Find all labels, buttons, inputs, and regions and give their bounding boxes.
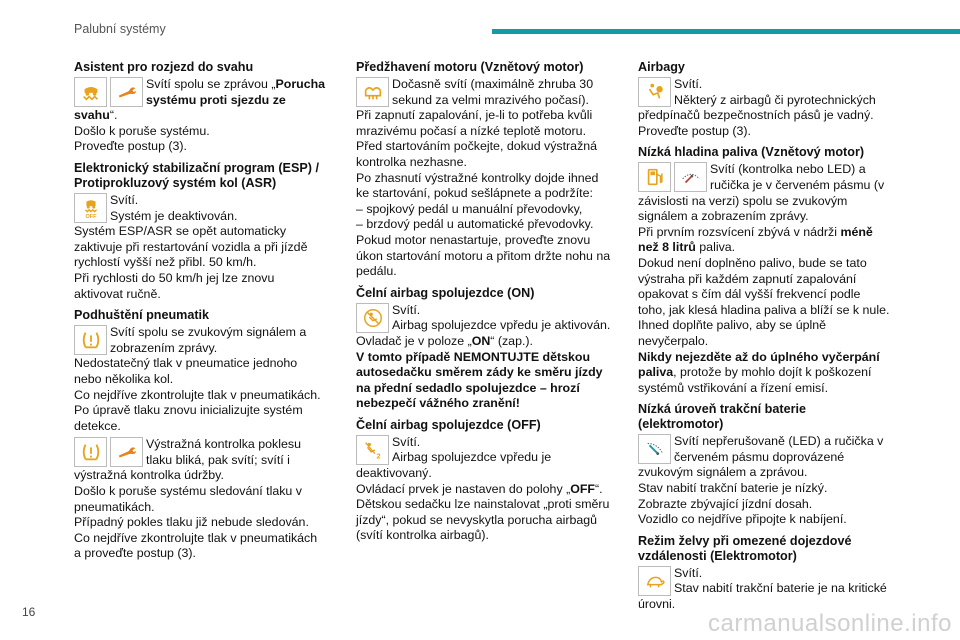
- column-1: Asistent pro rozjezd do svahu Svítí spolu se zprávou „Porucha systému proti sjezdu ze svahu“. Došlo k poruše systému. Proveďte postup (3). Elektronický stabilizační program (ESP) / Protiprokluzový systém kol (ASR) OFF Svítí. Systém je deaktivován. Systém ESP/ASR se opět automaticky zaktivuje při restartování vozidla a při jízdě rychlostí vyšší než přibl. 50 km/h. Při rychlosti do 50 km/h jej lze znovu aktivovat ručně. Podhuštění pneumatik Svítí spolu se zvukovým signálem a zobrazením zprávy. Nedostatečný tlak v pneumatice jednoho nebo několika kol. Co nejdříve zkontrolujte tlak v pneumatikách. Po úpravě tlaku znovu inicializujte systém detekce. Výstražná kontrolka poklesu tlaku bliká, pak svítí; svítí i výstražná kontrolka údržby. Došlo k poruše systému sledování tlaku v pneumatikách. Případný pokles tlaku již nebude sledován. Co nejdříve zkontrolujte tlak v pneumatikách a proveďte postup (3).: [74, 60, 326, 561]
- heading-hill-start-assist: Asistent pro rozjezd do svahu: [74, 60, 254, 74]
- passenger-airbag-off-icon: [356, 435, 389, 465]
- heading-airbag-off: Čelní airbag spolujezdce (OFF): [356, 417, 541, 432]
- hill-descent-warning-icon: [74, 77, 107, 107]
- column-3: Airbagy Svítí. Některý z airbagů či pyrotechnických předpínačů bezpečnostních pásů je vadný. Proveďte postup (3). Nízká hladina paliva (Vznětový motor) Svítí (kontrolka nebo LED) a ručička je v červeném pásmu (v závislosti na verzi) spolu se zvukovým signálem a zobrazením zprávy. Při prvním rozsvícení zbývá v nádrži méně než 8 litrů paliva. Dokud není doplněno palivo, bude se tato výstraha při každém zapnutí zapalování opakovat s čím dál vyšší frekvencí podle toho, jak klesá hladina paliva a blíží se k nule. Ihned doplňte palivo, aby se úplně nevyčerpalo. Nikdy nejezděte až do úplného vyčerpání paliva, protože by mohlo dojít k poškození systémů vstřikování a řízení emisí. Nízká úroveň trakční baterie (elektromotor) Svítí nepřerušovaně (LED) a ručička v červeném pásmu doprovázené zvukovým signálem a zprávou. Stav nabití trakční baterie je nízký. Zobrazte zbývající jízdní dosah. Vozidlo co nejdříve připojte k nabíjení. Režim želvy při omezené dojezdové vzdálenosti (Elektromotor) Svítí. Stav nabití trakční baterie je na kritické úrovni.: [638, 60, 890, 612]
- heading-tyre-underinflation: Podhuštění pneumatik: [74, 308, 210, 323]
- fuel-gauge-icon: [674, 162, 707, 192]
- svg-text:OFF: OFF: [85, 214, 96, 219]
- wrench-service-icon: [110, 437, 143, 467]
- column-2: Předžhavení motoru (Vznětový motor) Dočasně svítí (maximálně zhruba 30 sekund za velmi mrazivého počasí). Při zapnutí zapalování, je-li to potřeba kvůli mrazivému počasí a nízké teplotě motoru. Před startováním počkejte, dokud výstražná kontrolka nezhasne. Po zhasnutí výstražné kontrolky dojde ihned ke startování, pokud sešlápnete a podržíte: – spojkový pedál u manuální převodovky, – brzdový pedál u automatické převodovky. Pokud motor nenastartuje, proveďte znovu úkon startování motoru a přitom držte nohu na pedálu. Čelní airbag spolujezdce (ON) Svítí. Airbag spolujezdce vpředu je aktivován. Ovladač je v poloze „ON“ (zap.). V tomto případě NEMONTUJTE dětskou autosedačku směrem zády ke směru jízdy na přední sedadlo spolujezdce – hrozí nebezpečí vážného zranění! Čelní airbag spolujezdce (OFF) 2 Svítí. Airbag spolujezdce vpředu je deaktivovaný. Ovládací prvek je nastaven do polohy „OFF“. Dětskou sedačku lze nainstalovat „proti směru jízdy“, pokud se nevyskytla porucha airbagů (svítí kontrolka airbagů).: [356, 60, 614, 544]
- passenger-airbag-on-icon: [356, 303, 389, 333]
- esp-off-icon: [74, 193, 107, 223]
- tyre-pressure-icon: [74, 325, 107, 355]
- section-title: Palubní systémy: [74, 22, 166, 36]
- fuel-pump-icon: [638, 162, 671, 192]
- airbag-warning-icon: [638, 77, 671, 107]
- heading-low-fuel: Nízká hladina paliva (Vznětový motor): [638, 145, 865, 160]
- watermark: carmanualsonline.info: [708, 610, 952, 637]
- page-number: 16: [22, 605, 36, 619]
- header-accent-bar: [492, 29, 960, 34]
- svg-text:2: 2: [375, 451, 381, 461]
- battery-gauge-icon: [638, 434, 671, 464]
- turtle-icon: [638, 566, 671, 596]
- wrench-service-icon: [110, 77, 143, 107]
- heading-airbag-on: Čelní airbag spolujezdce (ON): [356, 285, 535, 300]
- heading-turtle-mode: Režim želvy při omezené dojezdové vzdálenosti (Elektromotor): [638, 533, 852, 563]
- heading-preheating: Předžhavení motoru (Vznětový motor): [356, 60, 584, 74]
- heading-airbags: Airbagy: [638, 60, 685, 74]
- heading-low-traction-battery: Nízká úroveň trakční baterie (elektromotor): [638, 402, 806, 432]
- heading-esp-asr: Elektronický stabilizační program (ESP) / Protiprokluzový systém kol (ASR): [74, 160, 319, 190]
- tyre-pressure-icon: [74, 437, 107, 467]
- glow-plug-icon: [356, 77, 389, 107]
